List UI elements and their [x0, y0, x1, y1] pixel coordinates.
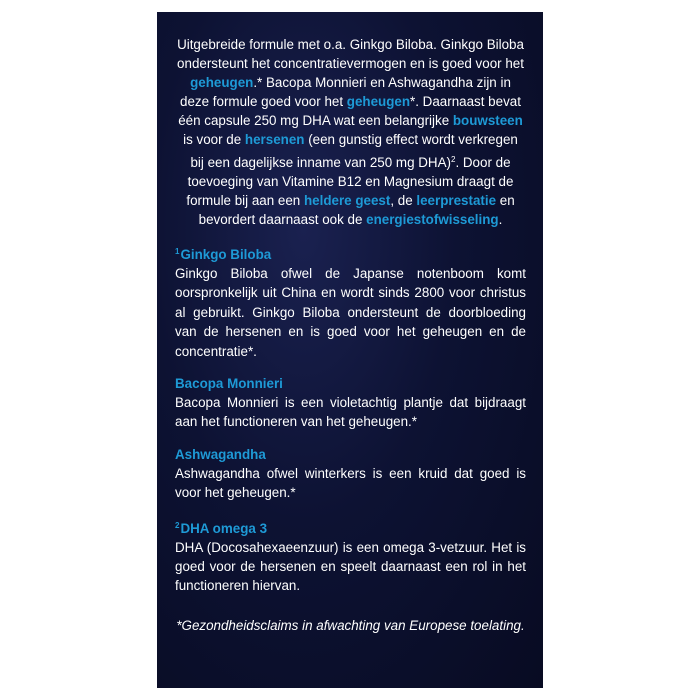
highlight-term: geheugen	[190, 75, 254, 91]
section-title-text: Ashwagandha	[175, 446, 266, 462]
highlight-term: energiestofwisseling	[366, 211, 499, 227]
section-sup: 2	[175, 520, 180, 530]
health-claims-footnote: *Gezondheidsclaims in afwachting van Europese toelating.	[176, 617, 525, 633]
section-ashwagandha	[175, 445, 526, 503]
section-dha	[175, 516, 526, 596]
section-title	[175, 374, 526, 393]
section-title-text: DHA omega 3	[180, 520, 268, 536]
intro-text: . Door de toevoeging van Vitamine B12 en Magnesium draagt de formule bij aan een	[186, 154, 514, 208]
product-info-panel	[157, 12, 543, 688]
section-body: Ashwagandha ofwel winterkers is een kruid dat goed is voor het geheugen.*	[175, 465, 526, 501]
intro-text: Uitgebreide formule met o.a. Ginkgo Biloba. Ginkgo Biloba ondersteunt het concentratievermogen en is goed voor het	[177, 37, 524, 72]
intro-text: is voor de	[183, 132, 245, 148]
section-ginkgo	[175, 242, 526, 361]
section-title	[175, 445, 526, 464]
highlight-term: leerprestatie	[416, 192, 497, 208]
section-title-text: Bacopa Monnieri	[175, 375, 283, 391]
intro-paragraph	[175, 35, 526, 229]
section-body: DHA (Docosahexaeenzuur) is een omega 3-vetzuur. Het is goed voor de hersenen en speelt daarnaast een rol in het functioneren hiervan.	[175, 539, 526, 594]
intro-text: .	[498, 211, 503, 227]
section-title	[175, 516, 526, 538]
intro-text: .* Bacopa Monnieri en Ashwagandha zijn in deze formule goed voor het	[180, 75, 511, 110]
intro-text: en bevordert daarnaast ook de	[198, 192, 515, 227]
section-body: Bacopa Monnieri is een violetachtig plantje dat bijdraagt aan het functioneren van het geheugen.*	[175, 394, 526, 430]
intro-text: (een gunstig effect wordt verkregen bij een dagelijkse inname van 250 mg DHA)	[190, 132, 518, 170]
section-bacopa	[175, 374, 526, 432]
footnote-ref: 2	[450, 154, 456, 164]
highlight-term: geheugen	[346, 94, 411, 110]
highlight-term: heldere geest	[303, 192, 391, 208]
highlight-term: hersenen	[244, 132, 305, 148]
intro-text: , de	[390, 192, 417, 208]
section-title-text: Ginkgo Biloba	[180, 246, 272, 262]
highlight-term: bouwsteen	[452, 113, 523, 129]
section-title	[175, 242, 526, 264]
intro-text: *. Daarnaast bevat één capsule 250 mg DHA wat een belangrijke	[178, 94, 521, 129]
section-sup: 1	[175, 246, 180, 256]
section-body: Ginkgo Biloba ofwel de Japanse notenboom komt oorspronkelijk uit China en wordt sinds 2800 voor christus al gebruikt. Ginkgo Biloba ondersteunt de doorbloeding van de hersenen en is goed voor het geheugen en de concentratie*.	[175, 265, 526, 359]
